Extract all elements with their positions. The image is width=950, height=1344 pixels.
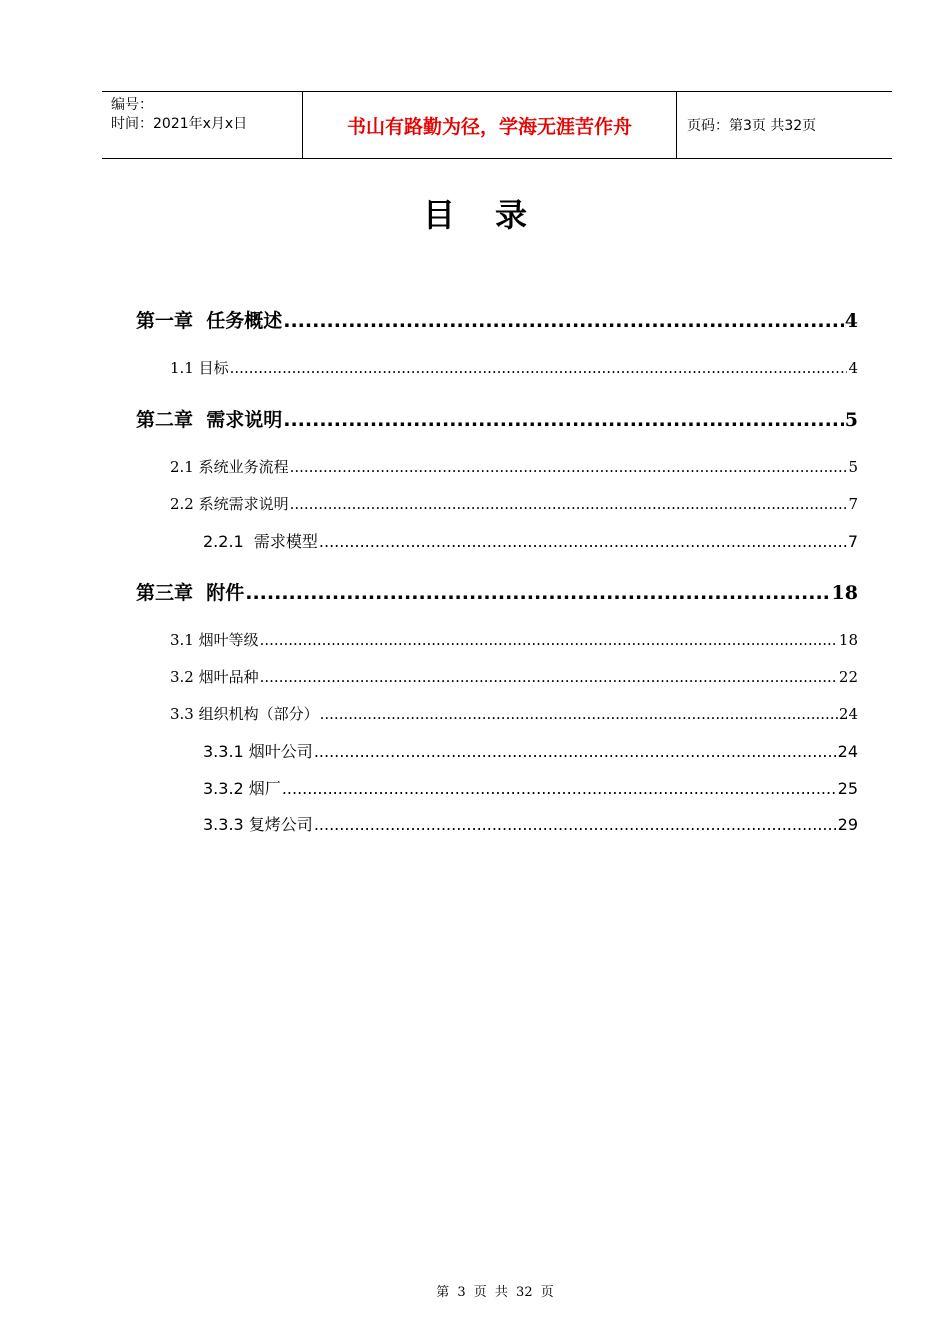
toc-entry-1-1[interactable]	[170, 357, 858, 378]
toc-entry-page: 5	[848, 458, 858, 476]
toc-entry-label: 第三章 附件	[136, 582, 245, 604]
toc-entry-page: 18	[838, 631, 858, 649]
toc-entry-label: 3.1 烟叶等级	[170, 631, 259, 649]
toc-entry-2-2-1[interactable]	[203, 529, 858, 552]
toc-entry-page: 24	[837, 742, 858, 761]
document-time-label: 时间：2021年x月x日	[111, 116, 248, 132]
toc-entry-3-3-2[interactable]	[203, 776, 858, 799]
document-number-label: 编号：	[111, 97, 153, 113]
toc-leader-dots	[320, 705, 838, 723]
page-title: 目录	[422, 196, 567, 234]
toc-entry-label: 3.3.3 复烤公司	[203, 815, 313, 834]
toc-leader-dots	[283, 409, 844, 431]
toc-entry-chapter-3[interactable]	[136, 578, 858, 605]
toc-entry-page: 25	[837, 779, 858, 798]
header-meta	[102, 92, 303, 158]
toc-leader-dots	[314, 815, 837, 834]
toc-leader-dots	[319, 532, 847, 551]
toc-entry-page: 24	[838, 705, 858, 723]
toc-entry-label: 3.3.2 烟厂	[203, 779, 281, 798]
toc-entry-label: 3.3.1 烟叶公司	[203, 742, 313, 761]
toc-entry-label: 第二章 需求说明	[136, 409, 283, 431]
header-motto: 书山有路勤为径，学海无涯苦作舟	[303, 92, 677, 158]
toc-leader-dots	[245, 582, 830, 604]
toc-entry-2-2[interactable]	[170, 493, 858, 514]
toc-entry-label: 3.3 组织机构（部分）	[170, 705, 319, 723]
toc-entry-label: 2.2 系统需求说明	[170, 495, 289, 513]
toc-entry-page: 4	[848, 359, 858, 377]
toc-entry-page: 22	[838, 668, 858, 686]
page-footer: 第 3 页 共 32 页	[436, 1285, 554, 1300]
toc-entry-page: 5	[844, 409, 858, 431]
toc-entry-2-1[interactable]	[170, 456, 858, 477]
toc-leader-dots	[290, 495, 848, 513]
toc-leader-dots	[283, 310, 844, 332]
toc-entry-3-3-1[interactable]	[203, 739, 858, 762]
toc-entry-label: 第一章 任务概述	[136, 310, 283, 332]
toc-entry-label: 3.2 烟叶品种	[170, 668, 259, 686]
toc-leader-dots	[290, 458, 848, 476]
toc-entry-chapter-1[interactable]	[136, 306, 858, 333]
toc-entry-chapter-2[interactable]	[136, 405, 858, 432]
toc-leader-dots	[314, 742, 837, 761]
toc-entry-page: 4	[844, 310, 858, 332]
toc-entry-3-2[interactable]	[170, 666, 858, 687]
toc-entry-page: 18	[831, 582, 858, 604]
header-page-info: 页码：第3页 共32页	[687, 118, 817, 134]
toc-entry-label: 1.1 目标	[170, 359, 229, 377]
toc-leader-dots	[260, 631, 838, 649]
toc-entry-label: 2.1 系统业务流程	[170, 458, 289, 476]
toc-entry-page: 7	[848, 495, 858, 513]
toc-entry-3-1[interactable]	[170, 629, 858, 650]
page-header	[102, 91, 892, 159]
toc-entry-page: 7	[847, 532, 858, 551]
toc-entry-label: 2.2.1 需求模型	[203, 532, 318, 551]
toc-entry-page: 29	[837, 815, 858, 834]
toc-leader-dots	[230, 359, 848, 377]
toc-leader-dots	[260, 668, 838, 686]
toc-entry-3-3[interactable]	[170, 703, 858, 724]
toc-entry-3-3-3[interactable]	[203, 812, 858, 835]
toc-leader-dots	[282, 779, 837, 798]
